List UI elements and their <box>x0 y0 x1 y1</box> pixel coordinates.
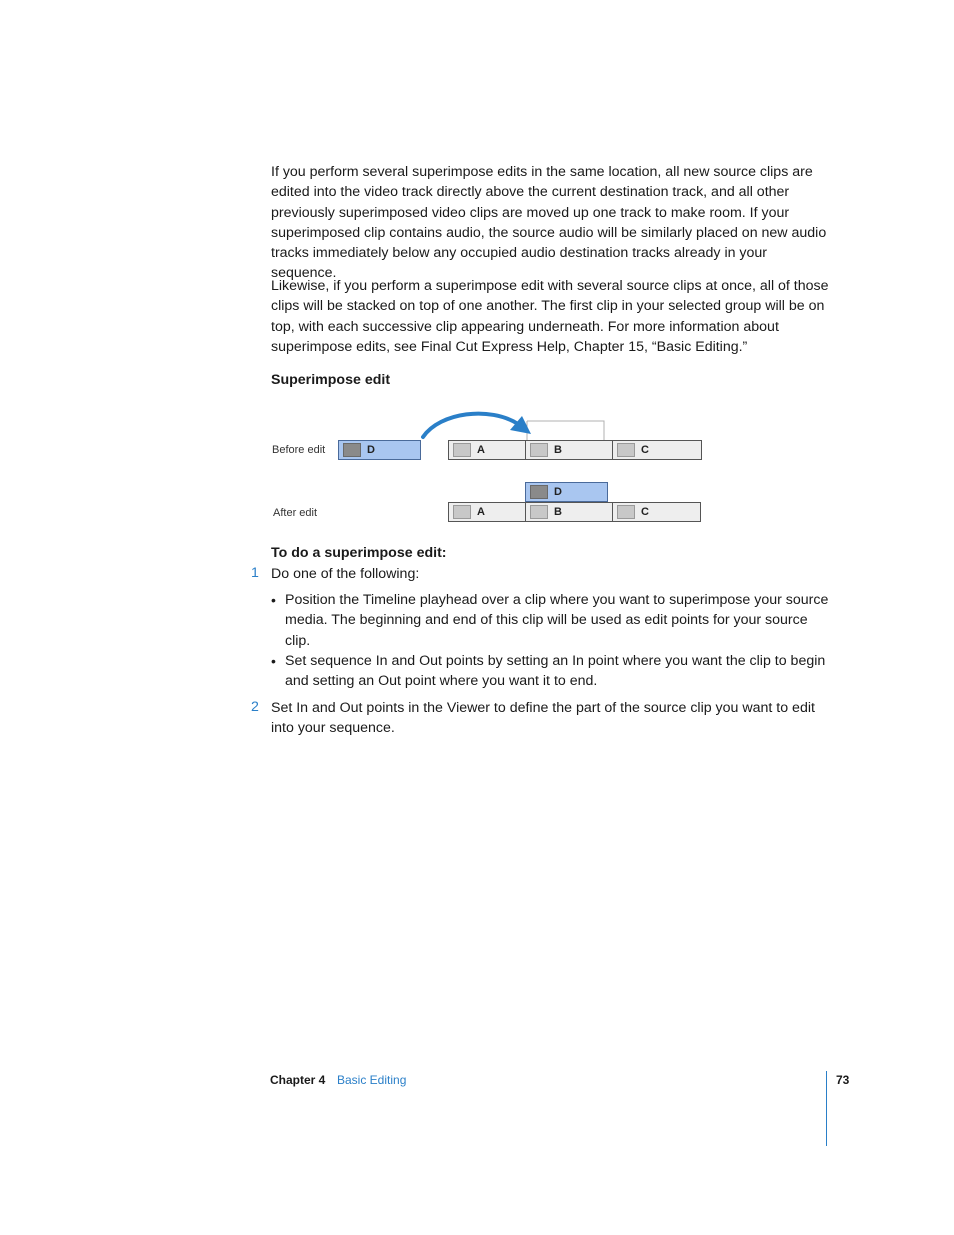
procedure-title: To do a superimpose edit: <box>271 545 447 561</box>
step-text: Do one of the following: <box>271 566 420 582</box>
clip-label: B <box>554 506 562 518</box>
footer-chapter-title: Basic Editing <box>337 1073 407 1087</box>
clip-label: A <box>477 444 485 456</box>
clip-label: C <box>641 444 649 456</box>
step-bullet: Set sequence In and Out points by setting an In point where you want the clip to begin and setting an Out point where you want it to end. <box>285 653 826 690</box>
footer-divider <box>826 1071 827 1146</box>
bullet-dot: • <box>271 653 276 669</box>
timeline-clip-c-after <box>612 502 701 522</box>
clip-thumbnail <box>617 443 635 457</box>
step-text: Set In and Out points in the Viewer to define the part of the source clip you want to edit into your sequence. <box>271 700 815 737</box>
figure-caption: Superimpose edit <box>271 372 391 388</box>
clip-thumbnail <box>453 443 471 457</box>
clip-label: A <box>477 506 485 518</box>
step-number: 1 <box>251 565 259 581</box>
clip-thumbnail <box>617 505 635 519</box>
source-clip-d-before <box>338 440 421 460</box>
timeline-clip-a-after <box>448 502 526 522</box>
timeline-clip-b-before <box>525 440 614 460</box>
clip-thumbnail <box>530 443 548 457</box>
source-clip-d-after <box>525 482 608 502</box>
timeline-clip-b-after <box>525 502 614 522</box>
move-arrow-icon <box>0 0 954 470</box>
page-number: 73 <box>836 1073 850 1087</box>
after-edit-label: After edit <box>273 507 318 519</box>
footer-chapter: Chapter 4 <box>270 1073 326 1087</box>
clip-label: D <box>367 444 375 456</box>
clip-thumbnail <box>343 443 361 457</box>
clip-label: C <box>641 506 649 518</box>
step-number: 2 <box>251 699 259 715</box>
timeline-clip-c-before <box>612 440 702 460</box>
clip-thumbnail <box>530 485 548 499</box>
body-paragraph-1: If you perform several superimpose edits in the same location, all new source clips are edited into the video track directly above the current destination track, and all other previously superimposed video clips are moved up one track to make room. If your superimposed clip contains audio, the source audio will be similarly placed on new audio tracks immediately below any occupied audio destination tracks already in your sequence. <box>271 164 827 282</box>
clip-label: D <box>554 486 562 498</box>
step-bullet: Position the Timeline playhead over a clip where you want to superimpose your source media. The beginning and end of this clip will be used as edit points for your source clip. <box>285 592 829 649</box>
clip-thumbnail <box>453 505 471 519</box>
clip-thumbnail <box>530 505 548 519</box>
timeline-clip-a-before <box>448 440 526 460</box>
body-paragraph-2: Likewise, if you perform a superimpose edit with several source clips at once, all of those clips will be stacked on top of one another. The first clip in your selected group will be on top, with each successive clip appearing underneath. For more information about superimpose edits, see Final Cut Express Help, Chapter 15, “Basic Editing.” <box>271 278 829 355</box>
clip-label: B <box>554 444 562 456</box>
before-edit-label: Before edit <box>272 444 326 456</box>
bullet-dot: • <box>271 592 276 608</box>
